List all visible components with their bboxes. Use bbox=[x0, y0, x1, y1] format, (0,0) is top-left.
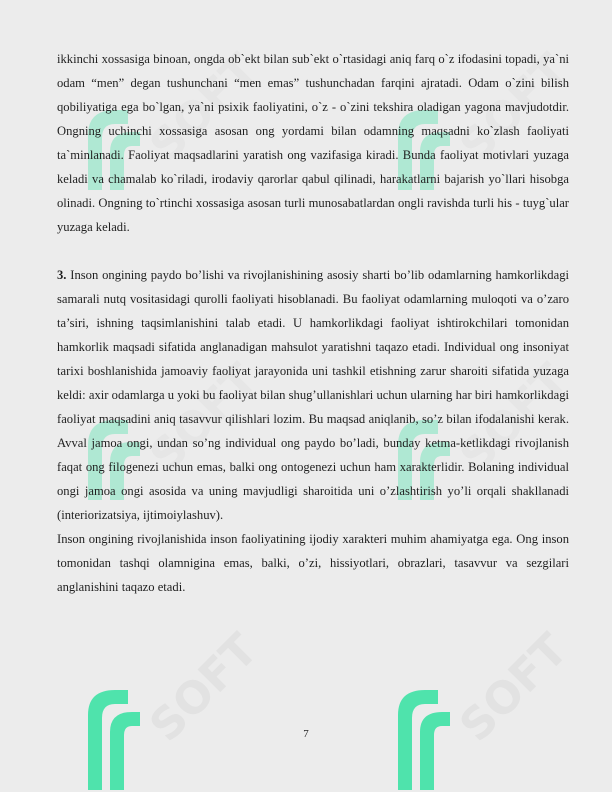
swirl-logo-icon bbox=[398, 690, 450, 790]
document-body bbox=[57, 47, 569, 599]
page-number: 7 bbox=[303, 728, 309, 740]
paragraph: ikkinchi xossasiga binoan, ongda ob`ekt bilan sub`ekt o`rtasidagi aniq farq o`z ifodasini topadi, ya`ni odam “men” degan tushunchani “men emas” tushunchadan farqini ajratadi. Odam o`zini bilish qobiliyatiga ega bo`lgan, ya`ni psixik faoliyatini, o`z - o`zini tekshira oladigan yagona mavjudotdir. Ongning uchinchi xossasiga asosan ong yordami bilan odamning maqsadni ko`zlash faoliyati ta`minlanadi. Faoliyat maqsadlarini yaratish ong vazifasiga kiradi. Bunda faoliyat motivlari yuzaga keladi va chamalab ko`riladi, irodaviy qarorlar qabul qilinadi, harakatlarni bajarish yo`llari hisobga olinadi. Ongning to`rtinchi xossasiga asosan turli munosabatlardan ongli ravishda turli his - tuyg`ular yuzaga keladi. bbox=[57, 52, 569, 234]
svg-text:SOFT: SOFT bbox=[140, 354, 268, 482]
svg-text:SOFT: SOFT bbox=[450, 44, 578, 172]
svg-text:SOFT: SOFT bbox=[140, 44, 268, 172]
watermark-logo bbox=[70, 620, 268, 790]
watermark-logo bbox=[380, 620, 578, 790]
paragraph: Inson ongining rivojlanishida inson faoliyatining ijodiy xarakteri muhim ahamiyatga ega. Ong inson tomonidan tashqi olamnigina emas, balki, o’zi, hissiyotlari, obrazlari, tasavvur va sezgilari anglanishini taqazo etadi. bbox=[57, 532, 569, 594]
svg-text:SOFT: SOFT bbox=[450, 354, 578, 482]
swirl-logo-icon bbox=[88, 690, 140, 790]
svg-text:SOFT: SOFT bbox=[450, 624, 578, 752]
paragraph-number: 3. bbox=[57, 268, 67, 282]
svg-text:SOFT: SOFT bbox=[140, 624, 268, 752]
numbered-paragraph bbox=[57, 263, 569, 527]
paragraph-text: Inson ongining paydo bo’lishi va rivojlanishining asosiy sharti bo’lib odamlarning hamkorlikdagi samarali nutq vositasidagi qurolli faoliyati hisoblanadi. Bu faoliyat odamlarning muloqoti va o’zaro ta’siri, ishning taqsimlanishini talab etadi. U hamkorlikdagi faoliyat ishtirokchilari tomonidan hamkorlik maqsadi sifatida anglanadigan mahsulot yaratishni taqazo etadi. Individual ong insoniyat tarixi boshlanishida jamoaviy faoliyat jarayonida uni tashkil etishning zarur sharoiti sifatida yuzaga keldi: axir odamlarga u yoki bu faoliyat bilan shug’ullanishlari uchun ularning har biri hamkorlikdagi faoliyat maqsadini aniq tasavvur qilishlari lozim. Bu maqsad aniqlanib, so’z bilan ifodalanishi kerak. Avval jamoa ongi, undan so’ng individual ong paydo bo’ladi, bunday ketma-ketlikdagi rivojlanish faqat ong filogenezi uchun emas, balki ong ontogenezi uchun ham xarakterlidir. Bolaning individual ongi jamoa ongi asosida va uning mavjudligi sharoitida uni o’zlashtirish yo’li orqali shakllanadi (interiorizatsiya, ijtimoiylashuv). bbox=[57, 268, 569, 522]
